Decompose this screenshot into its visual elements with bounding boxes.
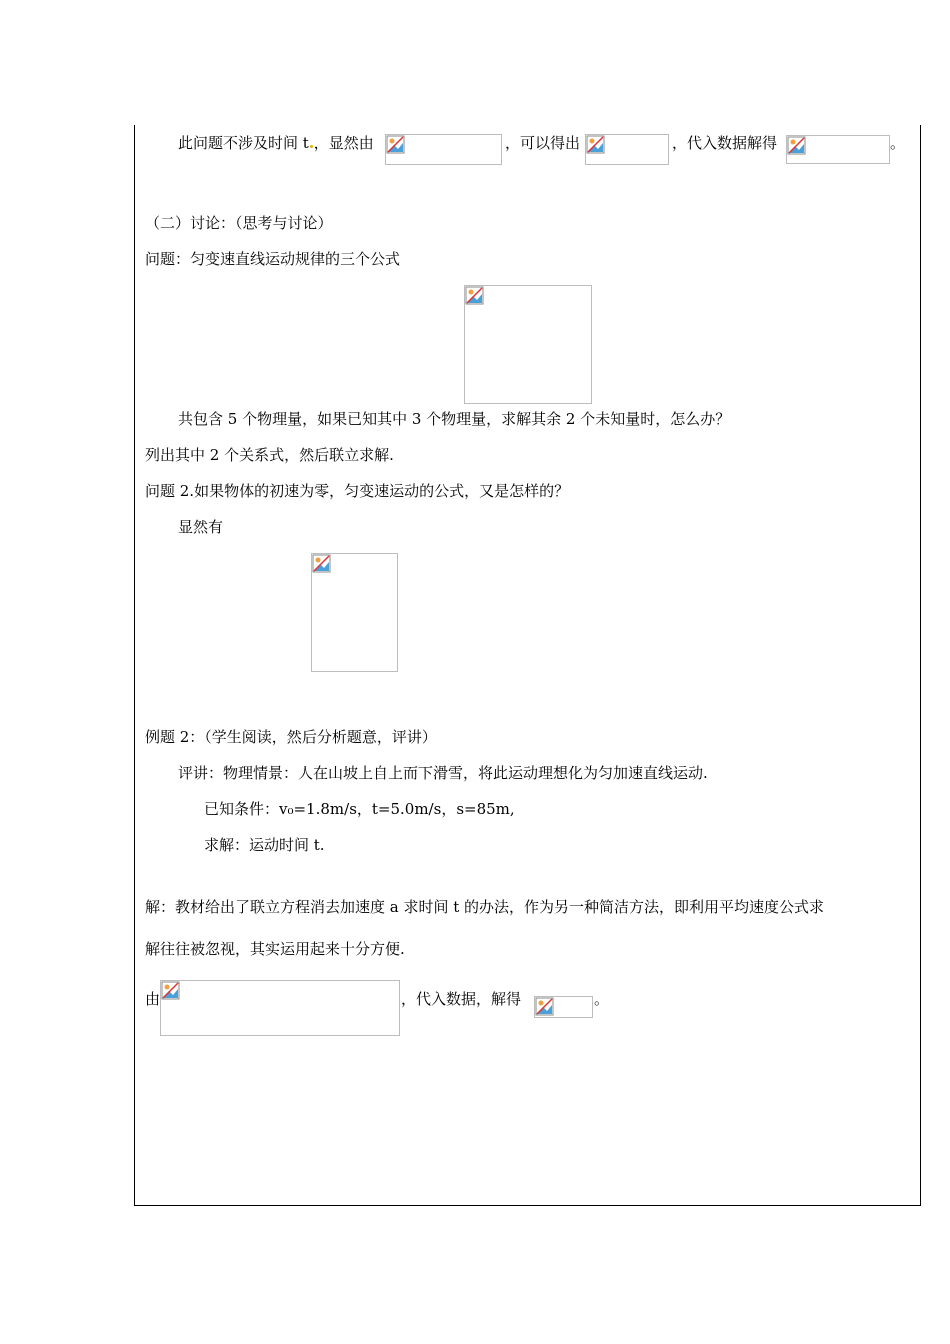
formula-image-1 bbox=[385, 134, 502, 165]
solution-line-2: 解往往被忽视，其实运用起来十分方便. bbox=[145, 940, 405, 958]
text-l1e: 。 bbox=[890, 134, 906, 152]
formula-image-3 bbox=[786, 135, 890, 164]
section-discussion: （二）讨论：（思考与讨论） bbox=[145, 214, 333, 232]
example-2-heading: 例题 2：（学生阅读，然后分析题意，评讲） bbox=[145, 728, 437, 746]
formula-image-zero-initial bbox=[311, 553, 398, 672]
obviously-text: 显然有 bbox=[178, 518, 224, 536]
text-l1c: ，可以得出 bbox=[505, 134, 581, 152]
text-by: 由 bbox=[145, 990, 161, 1008]
formula-image-2 bbox=[585, 134, 669, 165]
broken-image-icon bbox=[465, 286, 484, 305]
broken-image-icon bbox=[386, 135, 405, 154]
solution-line-1: 解：教材给出了联立方程消去加速度 a 求时间 t 的办法，作为另一种简洁方法，即利用平均速度公式求 bbox=[145, 898, 825, 916]
line-1 bbox=[178, 133, 374, 153]
comment-text: 评讲：物理情景：人在山坡上自上而下滑雪，将此运动理想化为匀加速直线运动. bbox=[178, 764, 708, 782]
mark-dot bbox=[310, 145, 313, 148]
formula-image-result bbox=[534, 996, 593, 1018]
text-substitute: ，代入数据，解得 bbox=[401, 990, 522, 1008]
question-2: 问题 2.如果物体的初速为零，匀变速运动的公式，又是怎样的？ bbox=[145, 482, 570, 500]
question-1: 问题：匀变速直线运动规律的三个公式 bbox=[145, 250, 401, 268]
broken-image-icon bbox=[312, 554, 331, 573]
text-l1d: ，代入数据解得 bbox=[672, 134, 778, 152]
text-end: 。 bbox=[594, 990, 610, 1008]
paragraph-1: 共包含 5 个物理量，如果已知其中 3 个物理量，求解其余 2 个未知量时，怎么办？ bbox=[178, 410, 731, 428]
text-l1b: ，显然由 bbox=[313, 134, 374, 152]
solve-for: 求解：运动时间 t. bbox=[204, 836, 325, 854]
broken-image-icon bbox=[535, 997, 554, 1016]
broken-image-icon bbox=[787, 136, 806, 155]
broken-image-icon bbox=[161, 981, 180, 1000]
known-conditions: 已知条件：v₀=1.8m/s，t=5.0m/s，s=85m, bbox=[204, 800, 515, 818]
text-l1a: 此问题不涉及时间 t bbox=[178, 134, 309, 152]
formula-image-average-velocity bbox=[160, 980, 400, 1036]
broken-image-icon bbox=[586, 135, 605, 154]
paragraph-2: 列出其中 2 个关系式，然后联立求解. bbox=[145, 446, 394, 464]
formula-image-three-formulas bbox=[464, 285, 592, 404]
